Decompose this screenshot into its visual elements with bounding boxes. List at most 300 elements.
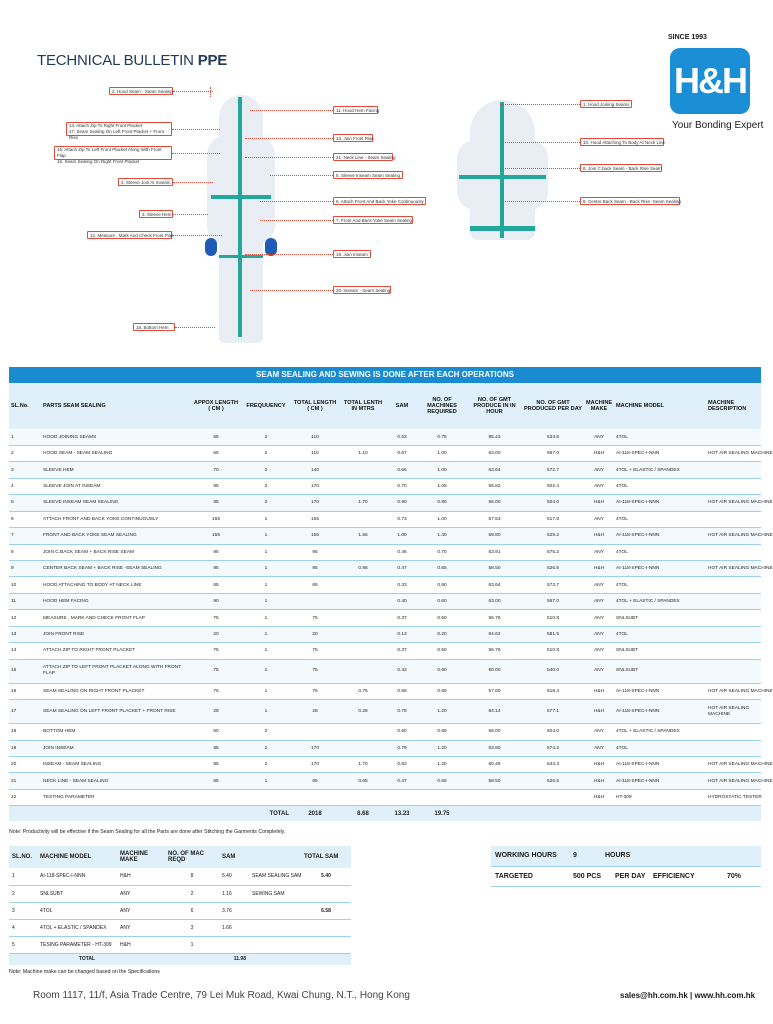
table-cell: [706, 643, 761, 659]
table-cell: 64.14: [467, 700, 522, 724]
table-row: [9, 885, 351, 902]
table-cell: INSEAM - SEAM SEALING: [41, 756, 191, 772]
table-cell: 60.00: [467, 659, 522, 683]
table-cell: AI-118-SPEC-I-NNN: [37, 868, 117, 885]
table-cell: H&H: [584, 561, 614, 577]
table-cell: 1.00: [387, 528, 417, 544]
callout-3: 3. Sleeve Hem: [139, 210, 173, 218]
table-cell: [339, 626, 387, 642]
table-cell: 4TOL: [614, 478, 706, 494]
table-cell: 517.8: [522, 511, 584, 527]
leader-line: [505, 168, 580, 169]
table-row: [9, 544, 761, 560]
table-cell: 3.76: [219, 902, 249, 919]
table-cell: CENTER BACK SEAM + BACK RISE -SEAM SEALING: [41, 561, 191, 577]
table-cell: 15: [9, 659, 41, 683]
table-row: [9, 593, 761, 609]
callout-12: 12. Measure , Mark And Check Front Flap: [87, 231, 172, 239]
table-cell: 0.37: [387, 610, 417, 626]
table-cell: 0.90: [387, 495, 417, 511]
table-cell: 16: [9, 683, 41, 699]
table-cell: JOIN INSEAM: [41, 740, 191, 756]
mach-total-sam: 11.98: [165, 953, 249, 965]
table-cell: 4TOL + ELASTIC / SPANDEX: [614, 593, 706, 609]
machine-summary-table: [9, 846, 351, 965]
table-cell: ANY: [117, 919, 165, 936]
col-make: MACHINE MAKE: [584, 383, 614, 429]
table-cell: 3: [165, 919, 219, 936]
table-cell: AI-118-SPEC-I-NNN: [614, 756, 706, 772]
table-cell: ANY: [584, 593, 614, 609]
table-cell: ANY: [117, 902, 165, 919]
col-slno: SL.No.: [9, 383, 41, 429]
table-cell: 63.00: [467, 593, 522, 609]
empty-cell: [467, 806, 761, 821]
table-cell: 63.64: [467, 577, 522, 593]
table-cell: 0.20: [417, 626, 467, 642]
table-cell: 2: [165, 885, 219, 902]
table-cell: 6.58: [301, 902, 351, 919]
table-cell: 140: [291, 462, 339, 478]
table-cell: 7: [9, 528, 41, 544]
leader-line: [210, 87, 211, 97]
table-cell: [301, 936, 351, 953]
leader-line: [245, 138, 333, 139]
table-cell: 0.47: [387, 773, 417, 789]
table-cell: 0.66: [387, 462, 417, 478]
table-cell: H&H: [117, 868, 165, 885]
table-row: [9, 495, 761, 511]
table-cell: 510.8: [522, 643, 584, 659]
mcol-sam: SAM: [219, 846, 249, 868]
table-cell: 1.20: [417, 756, 467, 772]
empty-cell: [697, 846, 761, 866]
table-cell: [339, 593, 387, 609]
table-cell: [706, 478, 761, 494]
page-title: [37, 52, 227, 69]
table-row: [9, 478, 761, 494]
table-cell: ANY: [584, 429, 614, 445]
table-cell: ANY: [117, 885, 165, 902]
table-cell: 1: [241, 773, 291, 789]
efficiency-value: 70%: [697, 866, 761, 886]
table-cell: 0.80: [417, 495, 467, 511]
table-cell: [339, 478, 387, 494]
table-cell: ATTACH ZIP TO RIGHT FRONT PLACKET: [41, 643, 191, 659]
col-gmt-hour: NO. OF GMT PRODUCE IN IN HOUR: [467, 383, 522, 429]
table-cell: 572.7: [522, 462, 584, 478]
working-hours-value: 9: [569, 846, 601, 866]
efficiency-label: EFFICIENCY: [635, 866, 697, 886]
mcol-total-sam: TOTAL SAM: [301, 846, 351, 868]
table-cell: 56.00: [467, 495, 522, 511]
productivity-note: Note: Productivity will be effective if the Seam Sealing for all the Parts are done after Stitching the Garments Completely.: [9, 829, 286, 835]
table-cell: 3: [9, 902, 37, 919]
table-row: [9, 740, 761, 756]
table-cell: 575.2: [522, 544, 584, 560]
table-row: [9, 700, 761, 724]
leader-line: [270, 175, 333, 176]
table-cell: [339, 643, 387, 659]
leader-line: [172, 235, 222, 236]
table-cell: 2: [241, 740, 291, 756]
table-cell: 1: [241, 643, 291, 659]
machine-note: Note: Machine make can be changed based on the Specifications: [9, 969, 160, 975]
footer-contact: sales@hh.com.hk | www.hh.com.hk: [620, 991, 756, 1000]
table-cell: H&H: [584, 445, 614, 461]
table-cell: [191, 789, 241, 805]
table-cell: 95: [291, 561, 339, 577]
table-cell: JOIN FRONT RISE: [41, 626, 191, 642]
table-cell: 0.80: [417, 724, 467, 740]
per-day-label: PER DAY: [601, 866, 635, 886]
table-cell: ANY: [584, 643, 614, 659]
col-model: MACHINE MODEL: [614, 383, 706, 429]
table-cell: AI-118-SPEC-I-NNN: [614, 445, 706, 461]
table-row: [9, 936, 351, 953]
table-cell: 155: [291, 528, 339, 544]
col-description: MACHINE DESCRIPTION: [706, 383, 761, 429]
table-cell: 58.80: [467, 528, 522, 544]
table-cell: 9: [9, 561, 41, 577]
table-cell: 0.80: [417, 683, 467, 699]
table-row: [9, 643, 761, 659]
col-total-length: TOTAL LENGTH ( CM ): [291, 383, 339, 429]
table-cell: [301, 885, 351, 902]
table-cell: [706, 740, 761, 756]
front-suit-photo: [205, 95, 277, 343]
callout-15: 15. Attach Zip To Left Front Placket Along With Front Flap: [57, 147, 162, 158]
table-cell: 544.3: [522, 756, 584, 772]
table-cell: 0.67: [387, 445, 417, 461]
table-row: [9, 724, 761, 740]
table-cell: 4TOL: [614, 626, 706, 642]
table-cell: 0.47: [387, 561, 417, 577]
table-cell: 11: [9, 593, 41, 609]
table-cell: 2: [241, 756, 291, 772]
table-cell: 170: [291, 478, 339, 494]
mcol-reqd: NO. OF MAC REQD: [165, 846, 219, 868]
table-cell: [249, 919, 301, 936]
leader-line: [175, 327, 215, 328]
table-cell: 0.78: [387, 700, 417, 724]
table-cell: 85: [191, 495, 241, 511]
table-cell: 4TOL: [614, 577, 706, 593]
table-cell: 0.40: [387, 593, 417, 609]
table-cell: [249, 936, 301, 953]
leader-line: [173, 182, 213, 183]
table-cell: 18: [9, 724, 41, 740]
table-cell: 170: [291, 740, 339, 756]
table-cell: 5.40: [219, 868, 249, 885]
table-cell: 3: [9, 462, 41, 478]
table-cell: [291, 593, 339, 609]
col-sam: SAM: [387, 383, 417, 429]
table-cell: 0.28: [339, 700, 387, 724]
table-cell: HOOD SEAM - SEAM SEALING: [41, 445, 191, 461]
table-cell: 526.5: [522, 561, 584, 577]
targeted-value: 500 PCS: [569, 866, 601, 886]
table-cell: 2: [241, 445, 291, 461]
table-cell: HOT AIR SEALING MACHINE: [706, 700, 761, 724]
table-cell: TESING PARAMETER - HT-309: [37, 936, 117, 953]
table-cell: 0.50: [417, 610, 467, 626]
callout-16: 16. Seam Sealing On Right Front Placket: [57, 159, 140, 164]
table-cell: 1: [241, 683, 291, 699]
working-hours-unit: HOURS: [601, 846, 635, 866]
callout-1: 1. Hood Joining Seams: [580, 100, 632, 108]
table-cell: 10: [9, 577, 41, 593]
callout-9: 9. Center Back Seam - Back Rise -Seam Sealing: [580, 197, 680, 205]
callout-17: 17. Seam Sealing On Left Front Placket + Front Rise: [69, 129, 164, 140]
mcol-make: MACHINE MAKE: [117, 846, 165, 868]
table-cell: 0.13: [387, 626, 417, 642]
ops-header-row: [9, 383, 761, 429]
table-cell: AI-118-SPEC-I-NNN: [614, 495, 706, 511]
table-cell: 55: [191, 429, 241, 445]
table-cell: 4: [9, 478, 41, 494]
table-cell: 1: [241, 626, 291, 642]
table-cell: ANY: [584, 544, 614, 560]
table-cell: 85: [191, 478, 241, 494]
total-mtrs: 8.68: [339, 806, 387, 821]
table-cell: 0.50: [417, 577, 467, 593]
callout-4: 4. Sleeve Join At Inseam: [118, 178, 173, 186]
table-cell: 75: [191, 610, 241, 626]
table-cell: 170: [291, 495, 339, 511]
table-cell: 4TOL: [37, 902, 117, 919]
table-cell: 70: [191, 462, 241, 478]
table-cell: HOOD JOINING SEAMS: [41, 429, 191, 445]
table-row: [9, 462, 761, 478]
table-cell: 0.83: [387, 756, 417, 772]
table-cell: SNLSUBT: [37, 885, 117, 902]
table-cell: 12: [9, 610, 41, 626]
table-cell: [249, 902, 301, 919]
leader-line: [250, 290, 333, 291]
table-cell: 85: [191, 756, 241, 772]
table-cell: 572.7: [522, 577, 584, 593]
table-cell: 58.50: [467, 561, 522, 577]
table-cell: 75: [191, 659, 241, 683]
title-bold: PPE: [197, 52, 228, 69]
total-sam: 13.23: [387, 806, 417, 821]
table-cell: 170: [291, 756, 339, 772]
leader-line: [245, 157, 333, 158]
table-cell: ANY: [584, 740, 614, 756]
table-cell: 0.37: [387, 643, 417, 659]
table-cell: 155: [191, 511, 241, 527]
table-cell: [339, 789, 387, 805]
table-cell: [522, 789, 584, 805]
title-prefix: TECHNICAL BULLETIN: [37, 52, 198, 69]
table-cell: 0.53: [387, 429, 417, 445]
company-logo: H&H: [670, 48, 750, 114]
table-row: [9, 561, 761, 577]
table-row: [9, 773, 761, 789]
empty-cell: [249, 953, 351, 965]
table-cell: 65: [291, 773, 339, 789]
table-cell: 1: [241, 610, 291, 626]
table-cell: 0.65: [339, 773, 387, 789]
table-cell: 75: [191, 643, 241, 659]
operations-banner: SEAM SEALING AND SEWING IS DONE AFTER EACH OPERATIONS: [9, 367, 761, 383]
table-cell: 2: [241, 429, 291, 445]
table-cell: 0.79: [387, 740, 417, 756]
table-cell: AI-118-SPEC-I-NNN: [614, 561, 706, 577]
table-cell: 95: [291, 544, 339, 560]
table-cell: 4TOL: [614, 740, 706, 756]
table-cell: 75: [291, 643, 339, 659]
table-cell: [706, 626, 761, 642]
table-cell: 4TOL + ELASTIC / SPANDEX: [614, 462, 706, 478]
table-cell: 8: [165, 868, 219, 885]
mcol-model: MACHINE MODEL: [37, 846, 117, 868]
table-cell: 1.20: [417, 740, 467, 756]
table-cell: 17: [9, 700, 41, 724]
leader-line: [505, 142, 580, 143]
table-cell: 4TOL: [614, 429, 706, 445]
table-cell: ANY: [584, 478, 614, 494]
table-cell: 534.5: [522, 429, 584, 445]
table-row: [9, 902, 351, 919]
table-cell: H&H: [584, 528, 614, 544]
table-cell: 90: [191, 593, 241, 609]
table-cell: SLEEVE JOIN AT INSEAM: [41, 478, 191, 494]
total-label: TOTAL: [9, 806, 291, 821]
table-cell: HOT AIR SEALING MACHINE: [706, 773, 761, 789]
leader-line: [172, 129, 220, 130]
table-cell: [219, 936, 249, 953]
table-cell: 0.65: [417, 773, 467, 789]
table-cell: [241, 789, 291, 805]
table-cell: 63.91: [467, 544, 522, 560]
table-cell: 8: [9, 544, 41, 560]
table-cell: SLEEVE HEM: [41, 462, 191, 478]
leader-line: [173, 214, 208, 215]
table-cell: HT-309: [614, 789, 706, 805]
mach-header-row: [9, 846, 351, 868]
table-cell: H&H: [584, 495, 614, 511]
total-machines: 19.75: [417, 806, 467, 821]
table-cell: H&H: [117, 936, 165, 953]
table-cell: [706, 511, 761, 527]
table-cell: HOT AIR SEALING MACHINE: [706, 683, 761, 699]
table-cell: 63.64: [467, 462, 522, 478]
col-gmt-day: NO. OF GMT PRODUCED PER DAY: [522, 383, 584, 429]
working-hours-table: [491, 846, 761, 887]
table-cell: 1: [241, 577, 291, 593]
table-cell: [339, 577, 387, 593]
table-cell: H&H: [584, 683, 614, 699]
table-cell: [339, 724, 387, 740]
table-cell: 1: [241, 593, 291, 609]
table-cell: 1: [9, 868, 37, 885]
table-cell: HOT AIR SEALING MACHINE: [706, 756, 761, 772]
leader-line: [250, 110, 333, 111]
col-parts: PARTS SEAM SEALING: [41, 383, 191, 429]
callout-11: 11. Hood Hem Facing: [333, 106, 378, 114]
table-cell: 0.75: [339, 683, 387, 699]
leader-line: [505, 201, 580, 202]
total-length: 2018: [291, 806, 339, 821]
table-cell: 5: [9, 936, 37, 953]
table-cell: H&H: [584, 789, 614, 805]
table-cell: [339, 610, 387, 626]
operations-table: [9, 383, 773, 821]
table-cell: [467, 789, 522, 805]
table-cell: H&H: [584, 756, 614, 772]
working-hours-label: WORKING HOURS: [491, 846, 569, 866]
table-cell: 0.33: [387, 577, 417, 593]
table-cell: 4TOL + ELASTIC / SPANDEX: [37, 919, 117, 936]
table-cell: 28: [291, 700, 339, 724]
table-cell: 58.50: [467, 773, 522, 789]
table-row: [9, 683, 761, 699]
table-cell: 0.60: [417, 593, 467, 609]
footer-address: Room 1117, 11/f, Asia Trade Centre, 79 Lei Muk Road, Kwai Chung, N.T., Hong Kong: [33, 990, 410, 1001]
leader-line: [245, 254, 333, 255]
col-frequency: FREQUUENCY: [241, 383, 291, 429]
table-cell: 567.0: [522, 593, 584, 609]
table-row: [9, 659, 761, 683]
table-cell: 1.70: [339, 495, 387, 511]
table-cell: 57.53: [467, 511, 522, 527]
table-cell: 540.0: [522, 659, 584, 683]
table-cell: FRONT AND BACK YOKE SEAM SEALING: [41, 528, 191, 544]
ops-total-row: [9, 806, 761, 821]
table-cell: [339, 429, 387, 445]
table-cell: 5.40: [301, 868, 351, 885]
table-cell: 155: [191, 528, 241, 544]
table-cell: [706, 593, 761, 609]
table-cell: 567.0: [522, 445, 584, 461]
table-row: [9, 528, 761, 544]
table-cell: 577.1: [522, 700, 584, 724]
table-cell: BOTTOM HEM: [41, 724, 191, 740]
table-cell: 2: [241, 478, 291, 494]
empty-cell: [635, 846, 697, 866]
table-cell: SNLSUBT: [614, 659, 706, 683]
callout-14-17: [66, 122, 172, 140]
callout-8: 8. Join C.back Seam - Back Rise Seam: [580, 164, 662, 172]
callout-14: 14. Attach Zip To Right Front Placket: [69, 123, 142, 128]
table-row: [9, 445, 761, 461]
table-cell: 1.70: [339, 756, 387, 772]
table-cell: 0.70: [417, 544, 467, 560]
table-cell: 55.82: [467, 478, 522, 494]
table-cell: AI-118-SPEC-I-NNN: [614, 773, 706, 789]
table-cell: 581.5: [522, 626, 584, 642]
table-cell: HOOD HEM FACING: [41, 593, 191, 609]
table-cell: JOIN C.BACK SEAM + BACK RISE SEAM: [41, 544, 191, 560]
table-cell: SEAM SEALING ON RIGHT FRONT PLACKET: [41, 683, 191, 699]
table-cell: 1.40: [417, 528, 467, 544]
table-cell: 13: [9, 626, 41, 642]
table-row: [9, 626, 761, 642]
mach-total-row: [9, 953, 351, 965]
table-cell: ANY: [584, 577, 614, 593]
table-cell: 2: [241, 724, 291, 740]
table-cell: 56.76: [467, 610, 522, 626]
table-row: [9, 756, 761, 772]
table-cell: [291, 789, 339, 805]
table-cell: ATTACH FRONT AND BACK YOKE CONTINUOUSLY: [41, 511, 191, 527]
table-cell: 19: [9, 740, 41, 756]
col-approx-length: APPOX LENGTH ( CM ): [191, 383, 241, 429]
leader-line: [260, 201, 333, 202]
table-cell: [301, 919, 351, 936]
